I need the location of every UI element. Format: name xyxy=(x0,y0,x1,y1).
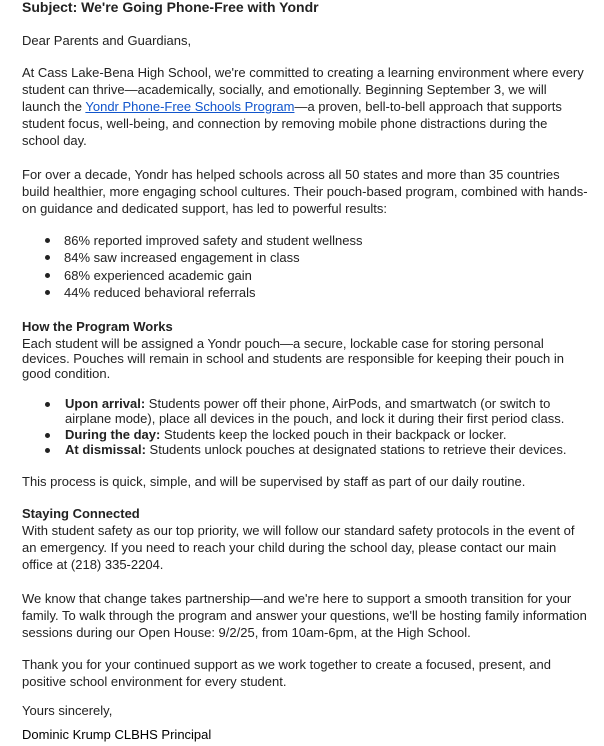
list-item: 68% experienced academic gain xyxy=(22,267,588,284)
staying-connected-heading: Staying Connected xyxy=(22,506,140,521)
how-it-works-heading: How the Program Works xyxy=(22,319,173,334)
history-paragraph: For over a decade, Yondr has helped schools across all 50 states and more than 35 countries build healthier, more engaging school cultures. Their pouch-based program, combined with hands-on guidance and dedicated support, has led to powerful results: xyxy=(22,167,588,216)
email-subject: Subject: We're Going Phone-Free with Yondr xyxy=(22,0,319,15)
process-note: This process is quick, simple, and will be supervised by staff as part of our daily routine. xyxy=(22,474,526,489)
step-label: During the day: xyxy=(65,426,161,442)
thanks-paragraph: Thank you for your continued support as we work together to create a focused, present, and positive school environment for every student. xyxy=(22,657,551,689)
step-label: Upon arrival: xyxy=(65,396,146,411)
list-item xyxy=(22,396,588,427)
step-text: Students unlock pouches at designated stations to retrieve their devices. xyxy=(145,442,567,458)
yondr-program-link[interactable]: Yondr Phone-Free Schools Program xyxy=(85,99,295,114)
intro-text-1: At Cass Lake-Bena High School, we're committed to creating a learning environment where every student can thrive—academically, socially, and emotionally. Beginning xyxy=(22,65,584,97)
closing: Yours sincerely, xyxy=(22,703,113,718)
launch-date: September 3 xyxy=(426,82,502,97)
partnership-paragraph: We know that change takes partnership—and we're here to support a smooth transition for your family. To walk through the program and answer your questions, we'll be hosting family information sessions during our Open House: 9/2/25, from 10am-6pm, at the High School. xyxy=(22,591,587,640)
list-item: 84% saw increased engagement in class xyxy=(22,249,588,266)
step-label: At dismissal: xyxy=(65,442,146,458)
how-it-works-body: Each student will be assigned a Yondr pouch—a secure, lockable case for storing personal devices. Pouches will remain in school and students are responsible for keeping their pouch in good condition. xyxy=(22,336,564,382)
list-item: 86% reported improved safety and student wellness xyxy=(22,232,588,249)
list-item: 44% reduced behavioral referrals xyxy=(22,284,588,301)
signature: Dominic Krump CLBHS Principal xyxy=(22,727,212,742)
greeting: Dear Parents and Guardians, xyxy=(22,33,192,48)
intro-text-2: , we will launch the xyxy=(22,82,547,114)
steps-list xyxy=(22,396,588,458)
results-list xyxy=(22,232,588,301)
list-item xyxy=(22,427,588,442)
staying-connected-body: With student safety as our top priority, we will follow our standard safety protocols in the event of an emergency. If you need to reach your child during the school day, please contact our main office at (218) 335-2204. xyxy=(22,523,575,572)
intro-paragraph xyxy=(22,64,588,149)
step-text: Students keep the locked pouch in their backpack or locker. xyxy=(160,426,507,442)
step-text: Students power off their phone, AirPods, and smartwatch (or switch to airplane mode), place all devices in the pouch, and lock it during their first period class. xyxy=(65,396,565,427)
list-item xyxy=(22,442,588,457)
intro-text-3: —a proven, bell-to-bell approach that supports student focus, well-being, and connection by removing mobile phone distractions during the school day. xyxy=(22,99,562,148)
